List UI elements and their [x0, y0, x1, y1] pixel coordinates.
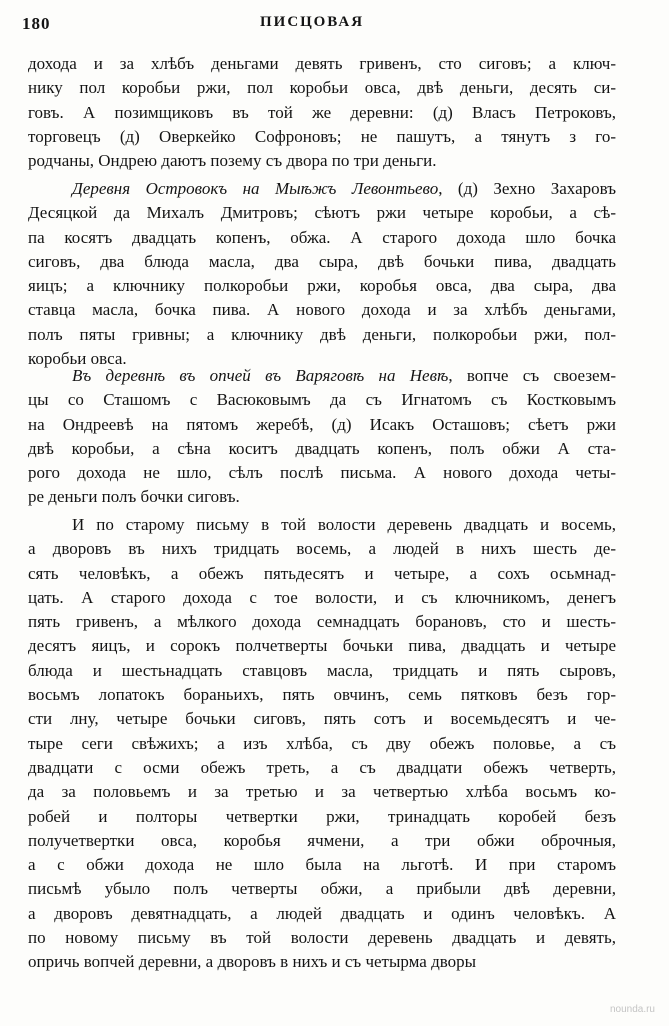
- text-line: сиговъ, два блюда масла, два сыра, двѣ бочьки пива, двадцать: [28, 251, 616, 271]
- place-heading: Въ деревнѣ въ опчей въ Варяговѣ на Невѣ: [72, 366, 449, 385]
- text-line: яицъ; а ключнику полкоробьи ржи, коробья овса, два сыра, два: [28, 276, 616, 296]
- text-line: ре деньги полъ бочки сиговъ.: [28, 487, 240, 507]
- paragraph-3: [28, 364, 616, 510]
- text-line: по новому письму въ той волости деревень двадцать и девять,: [28, 928, 616, 948]
- text-line: сять человѣкъ, а обежъ пятьдесятъ и четыре, а сохъ осьмнад-: [28, 563, 616, 583]
- paragraph-4: [28, 513, 616, 975]
- text-line: говъ. А позимщиковъ въ той же деревни: (д) Власъ Петроковъ,: [28, 102, 616, 122]
- text-line: восьмъ лопатокъ бораньихъ, пять овчинъ, семь пятковъ безъ гор-: [28, 685, 616, 705]
- text-line: И по старому письму в той волости деревень двадцать и восемь,: [72, 515, 616, 534]
- text-line: робей и полторы четвертки ржи, тринадцать коробей безъ: [28, 806, 616, 826]
- running-head: ПИСЦОВАЯ: [260, 14, 365, 30]
- text-line: на Ондреевѣ на пятомъ жеребѣ, (д) Исакъ Осташовъ; сѣетъ ржи: [28, 414, 616, 434]
- page-number: 180: [22, 14, 51, 33]
- text-line: сти лну, четыре бочьки сиговъ, пять сотъ и восемьдесятъ и че-: [28, 709, 616, 729]
- text-line: да за половьемъ и за третью и за четвертью хлѣба восьмъ ко-: [28, 782, 616, 802]
- text-line: Деревня Островокъ на Мыѣжъ Левонтьево, (д) Зехно Захаровъ: [72, 179, 617, 198]
- text-line: тыре сеги свѣжихъ; а изъ хлѣба, съ дву обежъ половье, а съ: [28, 733, 616, 753]
- text-line: торговецъ (д) Оверкейко Софроновъ; не пашутъ, а тянутъ з го-: [28, 126, 616, 146]
- text-line: а с обжи дохода не шло была на льготѣ. И при старомъ: [28, 855, 616, 875]
- text-line: цы со Сташомъ с Васюковымъ да съ Игнатомъ съ Костковымъ: [28, 390, 616, 410]
- text-line: пять гривенъ, а мѣлкого дохода семнадцать борановъ, сто и шесть-: [28, 612, 616, 632]
- text-line: нику пол коробьи ржи, пол коробьи овса, двѣ деньги, десять си-: [28, 78, 616, 98]
- text-line: а дворовъ девятнадцать, а людей двадцать и одинъ человѣкъ. А: [28, 903, 616, 923]
- text-line: письмѣ убыло полъ четверты обжи, а прибыли двѣ деревни,: [28, 879, 616, 899]
- paragraph-2: [28, 177, 616, 371]
- text-line: ставца масла, бочка пива. А нового дохода и за хлѣбъ деньгами,: [28, 300, 616, 320]
- text-line: десятъ яицъ, и сорокъ полчетверты бочьки пива, двадцать и четыре: [28, 636, 616, 656]
- text-line: двадцати с осми обежъ треть, а съ двадцати обежъ четверть,: [28, 757, 616, 777]
- text-line: родчаны, Ондрею даютъ позему съ двора по три деньги.: [28, 151, 437, 171]
- text-line: рого дохода не шло, сѣлъ послѣ письма. А нового дохода четы-: [28, 463, 616, 483]
- text-line: полъ пяты гривны; а ключнику двѣ деньги, полкоробьи ржи, пол-: [28, 324, 616, 344]
- text-line: блюда и шестьнадцать ставцовъ масла, тридцать и пять сыровъ,: [28, 660, 616, 680]
- paragraph-1: [28, 52, 616, 173]
- text-line: получетвертки овса, коробья ячмени, а три обжи оброчныя,: [28, 830, 616, 850]
- text-line: цать. А старого дохода с тое волости, и съ ключникомъ, денегъ: [28, 587, 616, 607]
- text-line: а дворовъ въ нихъ тридцать восемь, а людей в нихъ шесть де-: [28, 539, 616, 559]
- text-line: коробьи овса.: [28, 349, 127, 369]
- text-line: Десяцкой да Михалъ Дмитровъ; сѣютъ ржи четыре коробьи, а сѣ-: [28, 203, 616, 223]
- text-line: Въ деревнѣ въ опчей въ Варяговѣ на Невѣ, вопче съ своезем-: [72, 366, 616, 385]
- text-line: дохода и за хлѣбъ деньгами девять гривенъ, сто сиговъ; а ключ-: [28, 54, 616, 73]
- text-line: опричь вопчей деревни, а дворовъ в нихъ и съ четырма дворы: [28, 952, 477, 972]
- place-heading: Деревня Островокъ на Мыѣжъ Левонтьево: [72, 179, 439, 198]
- text-line: двѣ коробьи, а сѣна коситъ двадцать копенъ, полъ обжи А ста-: [28, 438, 616, 458]
- text-line: па косятъ двадцать копенъ, обжа. А старого дохода шло бочка: [28, 227, 616, 247]
- watermark: nounda.ru: [609, 1004, 655, 1015]
